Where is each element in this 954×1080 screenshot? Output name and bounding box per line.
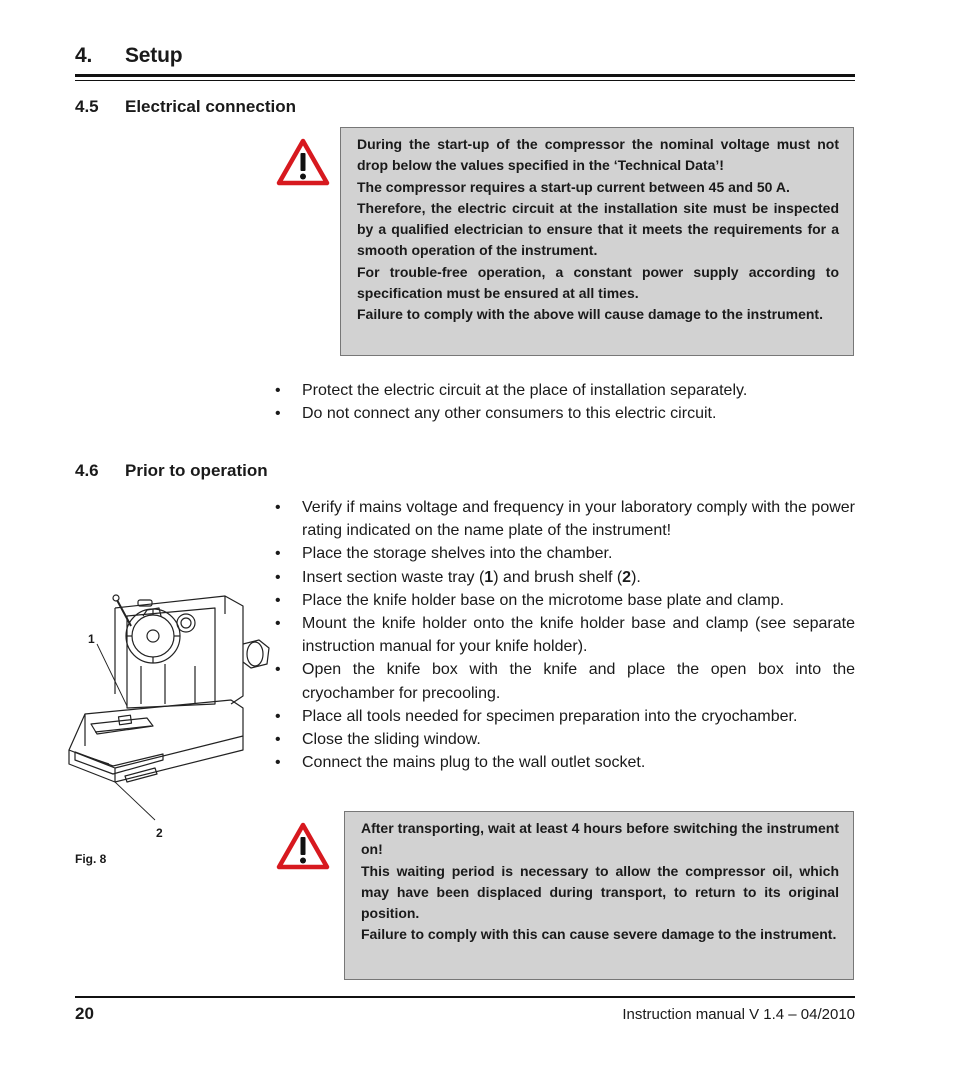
page-number: 20 [75, 1004, 94, 1023]
list-item: • Mount the knife holder onto the knife holder base and clamp (see separate instruction manual for your knife holder). [275, 612, 855, 658]
list-item: • Do not connect any other consumers to this electric circuit. [275, 402, 855, 425]
electrical-bullet-list [275, 379, 855, 425]
list-item: • Open the knife box with the knife and place the open box into the cryochamber for precooling. [275, 658, 855, 704]
callout-ref-2: 2 [622, 568, 632, 586]
warning-line: After transporting, wait at least 4 hours before switching the instrument on! [361, 820, 839, 858]
section-title: Prior to operation [125, 461, 268, 480]
list-item: • Close the sliding window. [275, 728, 855, 751]
warning-line: Failure to comply with this can cause severe damage to the instrument. [361, 926, 837, 943]
figure-callout-1: 1 [88, 632, 95, 646]
warning-line: This waiting period is necessary to allow the compressor oil, which may have been displaced during transport, to return to its original position. [361, 862, 839, 922]
warning-box-electrical [340, 127, 854, 356]
operation-bullet-list [275, 496, 855, 774]
warning-box-transport [344, 811, 854, 980]
warning-line: The compressor requires a start-up current between 45 and 50 A. [357, 178, 790, 195]
list-item: • Place the knife holder base on the microtome base plate and clamp. [275, 589, 855, 612]
warning-line: For trouble-free operation, a constant power supply according to specification must be ensured at all times. [357, 263, 839, 302]
list-item: • Place all tools needed for specimen preparation into the cryochamber. [275, 705, 855, 728]
section-number: 4.5 [75, 97, 99, 116]
warning-line: Therefore, the electric circuit at the installation site must be inspected by a qualified electrician to ensure that it meets the requirements for a smooth operation of the instrument. [357, 199, 839, 259]
header-rule-thin [75, 80, 855, 81]
header-rule-thick [75, 74, 855, 77]
chapter-number: 4. [75, 44, 93, 67]
chapter-title: Setup [125, 44, 183, 67]
list-item: • Protect the electric circuit at the place of installation separately. [275, 379, 855, 402]
figure-caption: Fig. 8 [75, 852, 107, 866]
list-item: • Insert section waste tray (1) and brush shelf (2). [275, 566, 855, 589]
chapter-heading [75, 44, 855, 68]
warning-triangle-icon [276, 138, 330, 186]
section-title: Electrical connection [125, 97, 296, 116]
callout-ref-1: 1 [484, 568, 494, 586]
list-item: • Place the storage shelves into the chamber. [275, 542, 855, 565]
manual-version: Instruction manual V 1.4 – 04/2010 [622, 1006, 855, 1023]
list-item: • Connect the mains plug to the wall outlet socket. [275, 751, 855, 774]
cryostat-illustration [55, 586, 275, 846]
figure-callout-2: 2 [156, 826, 163, 840]
warning-triangle-icon [276, 822, 330, 870]
section-heading-prior-to-operation [75, 461, 268, 481]
warning-line: During the start-up of the compressor the nominal voltage must not drop below the values specified in the ‘Technical Data’! [357, 136, 839, 174]
section-number: 4.6 [75, 461, 99, 480]
footer-rule [75, 996, 855, 998]
list-item: • Verify if mains voltage and frequency in your laboratory comply with the power rating indicated on the name plate of the instrument! [275, 496, 855, 542]
section-heading-electrical-connection [75, 97, 296, 117]
warning-line: Failure to comply with the above will cause damage to the instrument. [357, 306, 823, 323]
